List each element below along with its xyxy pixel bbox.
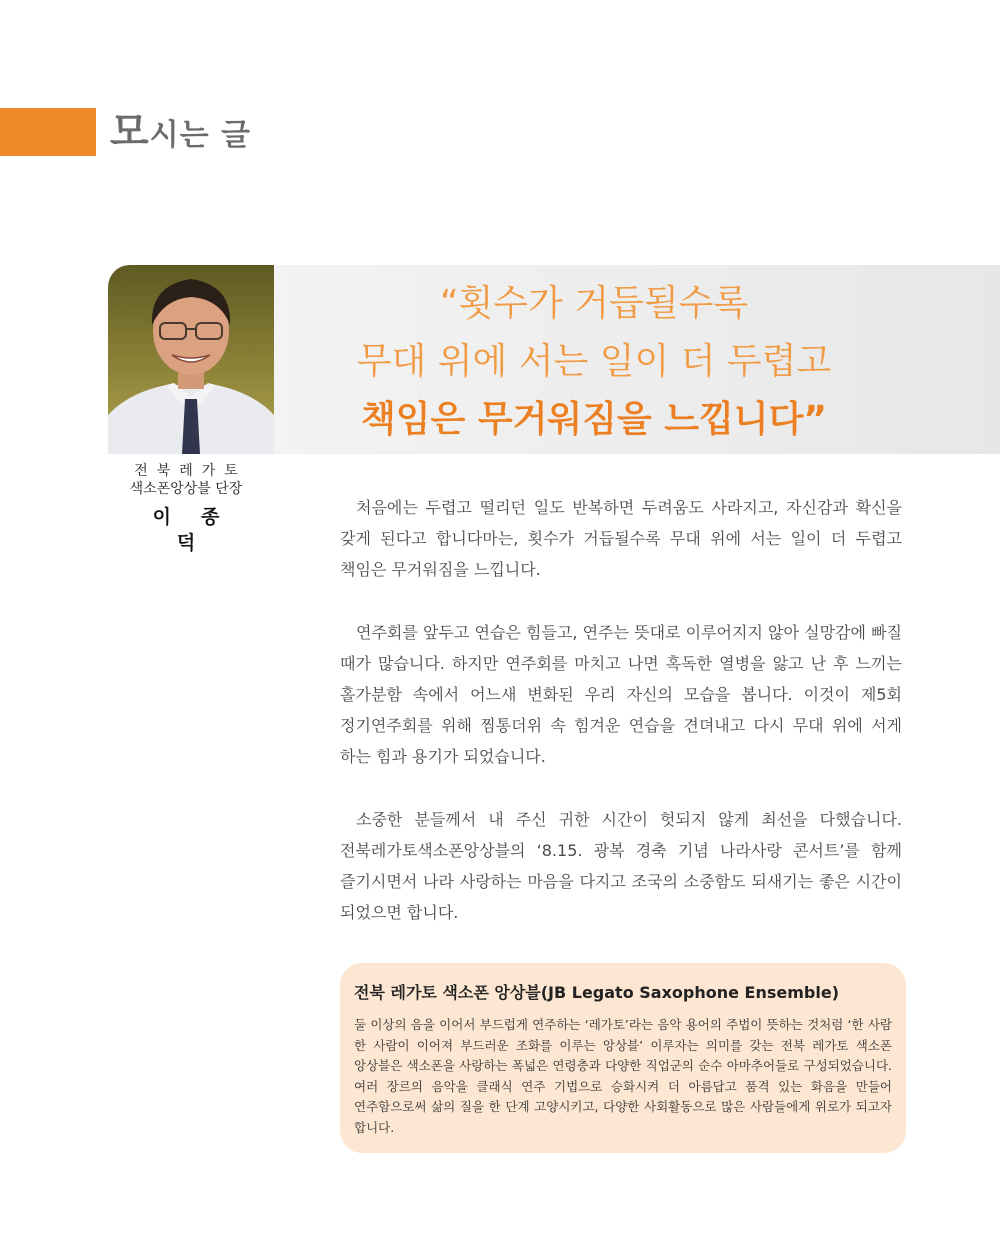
body-paragraph-1: 처음에는 두렵고 떨리던 일도 반복하면 두려움도 사라지고, 자신감과 확신을 갖게 된다고 합니다마는, 횟수가 거듭될수록 무대 위에 서는 일이 더 두렵고 책임은 무거워짐을 느낍니다.: [340, 498, 902, 580]
section-title-initial: 모: [110, 109, 150, 155]
author-organization: 전북레가토: [134, 463, 247, 479]
ensemble-info-text: 둘 이상의 음을 이어서 부드럽게 연주하는 ‘레가토’라는 음악 용어의 주법이 뜻하는 것처럼 ‘한 사람 한 사람이 이어져 부드러운 조화를 이루는 앙상블’ 이루자는 의미를 갖는 전북 레가토 색소폰 앙상블은 색소폰을 사랑하는 폭넓은 연령층과 다양한 직업군의 순수 아마추어들로 구성되었습니다. 여러 장르의 음악을 클래식 연주 기법으로 승화시켜 더 아름답고 품격 있는 화음을 만들어 연주함으로써 삶의 질을 한 단계 고양시키고, 다양한 사회활동으로 많은 사람들에게 위로가 되고자 합니다.: [354, 1017, 892, 1135]
author-position: 색소폰앙상블 단장: [129, 481, 243, 497]
body-paragraph-2: 연주회를 앞두고 연습은 힘들고, 연주는 뜻대로 이루어지지 않아 실망감에 빠질 때가 많습니다. 하지만 연주회를 마치고 나면 혹독한 열병을 앓고 난 후 느끼는 홀가분함 속에서 어느새 변화된 우리 자신의 모습을 봅니다. 이것이 제5회 정기연주회를 위해 찜통더위 속 힘겨운 연습을 견뎌내고 다시 무대 위에 서게 하는 힘과 용기가 되었습니다.: [340, 622, 902, 767]
body-paragraph-3: 소중한 분들께서 내 주신 귀한 시간이 헛되지 않게 최선을 다했습니다. 전북레가토색소폰앙상블의 ‘8.15. 광복 경축 기념 나라사랑 콘서트’를 함께 즐기시면서 나라 사랑하는 마음을 다지고 조국의 소중함도 되새기는 좋은 시간이 되었으면 합니다.: [340, 809, 902, 923]
ensemble-info-box: [340, 963, 906, 1153]
headline-quote-line-2: 무대 위에 서는 일이 더 두렵고: [356, 341, 832, 382]
section-title-rest: 시는 글: [149, 118, 252, 153]
headline-quote-line-1: “횟수가 거듭될수록: [439, 283, 749, 324]
portrait-illustration: [108, 265, 274, 454]
ensemble-info-title: 전북 레가토 색소폰 앙상블(JB Legato Saxophone Ensemble): [354, 983, 840, 1002]
section-tab-marker: [0, 108, 96, 156]
section-title: [110, 104, 251, 164]
author-caption: [108, 462, 264, 556]
letter-body: [340, 492, 902, 959]
author-photo: [108, 265, 274, 454]
author-name: 이종덕: [152, 506, 250, 554]
headline-quote-band: [274, 265, 1000, 454]
headline-quote-line-3: 책임은 무거워짐을 느낍니다”: [360, 399, 828, 440]
